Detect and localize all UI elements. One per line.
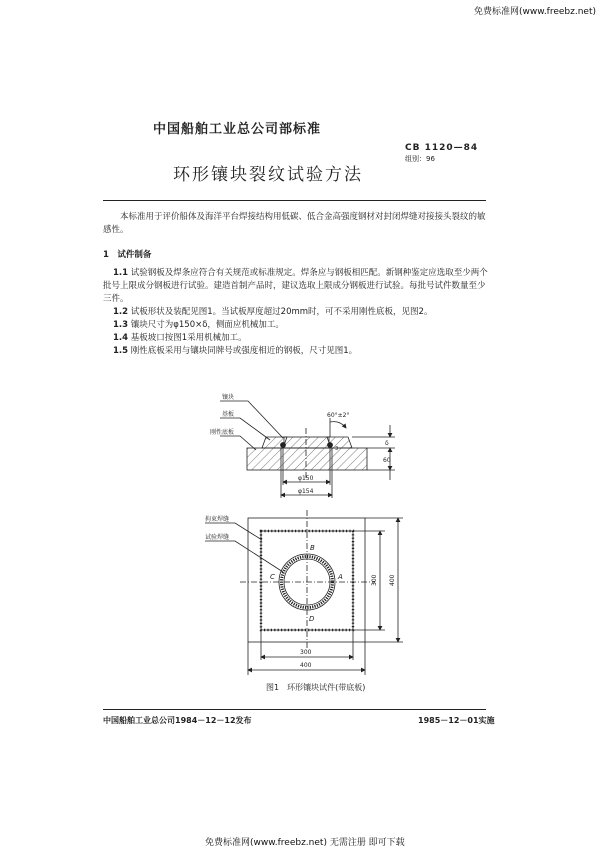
clause-text: 镶块尺寸为φ150×δ，侧面应机械加工。 <box>130 320 284 330</box>
dim-300-vertical: 300 <box>371 574 378 586</box>
clause-number: 1.3 <box>113 320 129 330</box>
label-test-weld: 试验焊缝 <box>205 534 230 541</box>
point-c: C <box>270 573 275 581</box>
gap-label: 3 <box>335 446 339 452</box>
insert-block <box>284 437 329 448</box>
dim-400-horizontal: 400 <box>300 662 312 669</box>
watermark-top: 免费标准网(www.freebz.net) <box>474 7 596 17</box>
issuing-organization: 中国船舶工业总公司部标准 <box>153 122 322 137</box>
label-insert: 镶块 <box>222 394 235 401</box>
label-rigid-plate: 刚性底板 <box>210 429 235 436</box>
footer-rule <box>103 709 486 710</box>
dia-150-label: φ150 <box>298 475 314 482</box>
clause-number: 1.2 <box>113 307 129 317</box>
group-number: 组别：96 <box>405 155 435 163</box>
label-restraint-weld: 拘束焊缝 <box>205 516 230 523</box>
point-a: A <box>338 573 343 581</box>
dim-400-vertical: 400 <box>389 574 396 586</box>
section-view <box>220 401 395 498</box>
dia-154-label: φ154 <box>298 488 314 495</box>
clause-text: 刚性底板采用与镶块同牌号或强度相近的钢板，尺寸见图1。 <box>130 346 358 356</box>
angle-label: 60°±2° <box>327 412 350 419</box>
watermark-bottom: 免费标准网(www.freebz.net) 无需注册 即可下载 <box>205 838 405 848</box>
weld-left <box>281 443 286 448</box>
intro-paragraph: 本标准用于评价船体及海洋平台焊接结构用低碳、低合金高强度钢材对封闭焊缝对接接头裂纹的敏感性。 <box>103 212 486 235</box>
rigid-plate-outline <box>248 518 365 642</box>
clause-text: 基板坡口按图1采用机械加工。 <box>130 333 247 343</box>
point-d: D <box>309 615 315 623</box>
height-label: 60 <box>383 457 391 464</box>
effective-date: 1985－12－01实施 <box>418 716 495 725</box>
clause-number: 1.1 <box>113 268 129 278</box>
section-heading: 1 试件制备 <box>103 250 152 260</box>
document-title: 环形镶块裂纹试验方法 <box>173 165 363 185</box>
clause-number: 1.4 <box>113 333 129 343</box>
standard-code: CB 1120—84 <box>405 143 479 153</box>
dim-300-horizontal: 300 <box>300 649 312 656</box>
weld-right <box>328 443 333 448</box>
figure-caption: 图1 环形镶块试件(带底板) <box>266 683 366 692</box>
rigid-plate <box>247 448 367 470</box>
issue-date: 中国船舶工业总公司1984－12－12发布 <box>103 716 252 725</box>
clause-number: 1.5 <box>113 346 129 356</box>
point-b: B <box>310 544 315 552</box>
clause-text: 试板形状及装配见图1。当试板厚度超过20mm时，可不采用刚性底板，见图2。 <box>130 307 433 317</box>
delta-label: δ <box>385 440 389 447</box>
clause-text: 试验钢板及焊条应符合有关规范或标准规定。焊条应与钢板相匹配。新钢种鉴定应选取至少两个批号上限成分钢板进行试验。建造首制产品时，建议选取上限成分钢板进行试验。每批号试件数量至少三件。 <box>103 268 488 304</box>
label-base-plate: 基板 <box>222 411 235 418</box>
